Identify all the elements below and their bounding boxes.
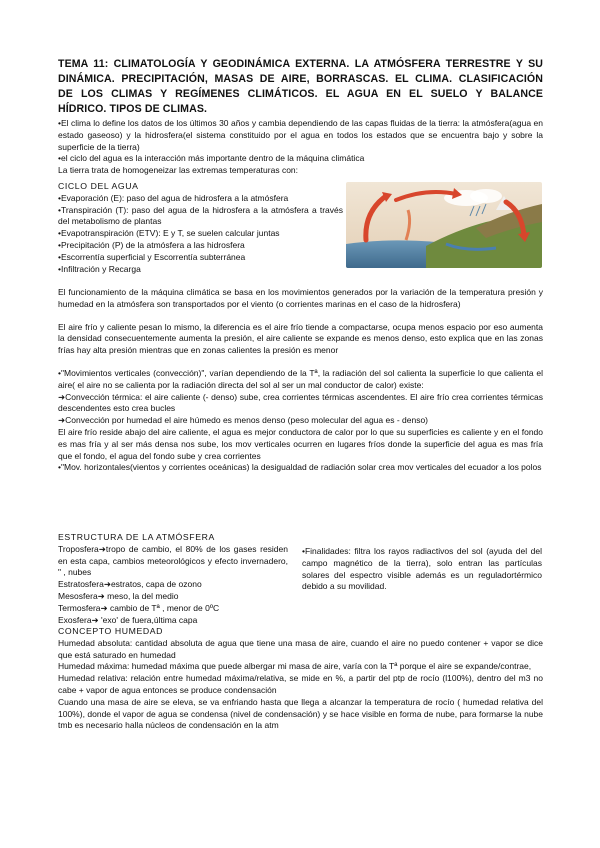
water-cycle-illustration bbox=[346, 182, 542, 268]
water-cycle-icon bbox=[346, 182, 542, 268]
paragraph: El aire frío reside abajo del aire caliente, el agua es mejor conductora de calor por lo que su superficies es caliente y en el fondo es mas fría y al ser más densa nos sube, los mov verticales ocurren en lugares fríos donde la superficie del agua es mas fría que el fondo, el agua del fondo sube y crea corrientes bbox=[58, 426, 543, 461]
list-item: •Escorrentía superficial y Escorrentía subterránea bbox=[58, 251, 246, 262]
paragraph: Cuando una masa de aire se eleva, se va enfriando hasta que llega a alcanzar la temperatura de rocío ( humedad relativa del 100%), donde el vapor de agua se condensa (nivel de condensación) y se hace visible en forma de nube, para formarse la nube tmb es necesario halla núcleos de condensación en la atm bbox=[58, 696, 543, 731]
list-item: •Evapotranspiración (ETV): E y T, se suelen calcular juntas bbox=[58, 228, 280, 239]
title-line: HÍDRICO. TIPOS DE CLIMAS. bbox=[58, 103, 208, 115]
section-heading: ESTRUCTURA DE LA ATMÓSFERA bbox=[58, 532, 215, 542]
section-heading: CICLO DEL AGUA bbox=[58, 181, 139, 191]
list-item: •Infiltración y Recarga bbox=[58, 263, 141, 274]
intro-paragraph: •el ciclo del agua es la interacción más importante dentro de la máquina climática bbox=[58, 153, 365, 164]
estructura-section bbox=[58, 532, 288, 626]
list-item: •Transpiración (T): paso del agua de la hidrosfera a la atmósfera a través del metabolismo de plantas bbox=[58, 204, 343, 227]
list-item: •Evaporación (E): paso del agua de hidrosfera a la atmósfera bbox=[58, 192, 289, 203]
paragraph: El funcionamiento de la máquina climática se basa en los movimientos generados por la variación de la temperatura presión y humedad en la atmósfera son transportados por el viento (o corrientes marinas en el caso de la hidrosfera) bbox=[58, 287, 543, 309]
humedad-section bbox=[58, 626, 543, 732]
paragraph: •Finalidades: filtra los rayos radiactivos del sol (ayuda del del campo magnético de la tierra), solo entran las partículas solares del espectro visible además es un reguladortérmico debido a su movilidad. bbox=[302, 546, 542, 592]
paragraph: El aire frío y caliente pesan lo mismo, la diferencia es el aire frío tiende a compactarse, ocupa menos espacio por eso aumenta la densidad consecuentemente aumenta la presión, el aire caliente se expande es menos denso, esto explica que en las zonas frías hay alta presión mientras que en zonas calientes la presión es menor bbox=[58, 321, 543, 356]
section-heading: CONCEPTO HUMEDAD bbox=[58, 626, 164, 636]
title-line: DE LOS CLIMAS Y REGÍMENES CLIMÁTICOS. EL AGUA EN EL SUELO Y BALANCE bbox=[58, 88, 543, 100]
paragraph: Humedad relativa: relación entre humedad máxima/relativa, se mide en %, a partir del ptp de rocío (l100%), dentro del m3 no cabe + vapor de agua entonces se produce condensación bbox=[58, 673, 543, 695]
title-line: DINÁMICA. PRECIPITACIÓN, MASAS DE AIRE, BORRASCAS. EL CLIMA. CLASIFICACIÓN bbox=[58, 73, 543, 85]
intro-paragraph: •El clima lo define los datos de los últimos 30 años y cambia dependiendo de las capas fluidas de la tierra: la atmósfera(agua en estado gaseoso) y la hidrosfera(el sistema constituido por el agua en todos los estados que se encuentra bajo y sobre la superficie de la tierra) bbox=[58, 118, 543, 152]
ciclo-section bbox=[58, 181, 343, 275]
paragraph: Humedad máxima: humedad máxima que puede albergar mi masa de aire, varía con la Tª porque el aire se expande/contrae, bbox=[58, 661, 532, 672]
document-title bbox=[58, 57, 543, 117]
layer-item: Termosfera➜ cambio de Tª , menor de 0ºC bbox=[58, 602, 220, 613]
paragraph: ➜Convección térmica: el aire caliente (- denso) sube, crea corrientes térmicas ascendentes. El aire frío crea corrientes térmicas descendentes esto crea bucles bbox=[58, 391, 543, 414]
layer-item: Exosfera➜ 'exo' de fuera,última capa bbox=[58, 614, 198, 625]
layer-item: Troposfera➜tropo de cambio, el 80% de los gases residen en esta capa, cambios meteorológicos y efecto invernadero, " , nubes bbox=[58, 543, 288, 578]
paragraph: •"Mov. horizontales(vientos y corrientes oceánicas) la desigualdad de radiación solar crea mov verticales del ecuador a los polos bbox=[58, 462, 542, 473]
dynamics-section bbox=[58, 287, 543, 474]
intro-section bbox=[58, 118, 543, 177]
paragraph: •"Movimientos verticales (convección)", varían dependiendo de la Tª, la radiación del sol calienta la superficie lo que calienta el aire( el aire no se calienta por la radiación directa del sol al ser un mal conductor de calor) existe: bbox=[58, 367, 543, 390]
title-line: TEMA 11: CLIMATOLOGÍA Y GEODINÁMICA EXTERNA. LA ATMÓSFERA TERRESTRE Y SU bbox=[58, 58, 543, 70]
layer-item: Estratosfera➜estratos, capa de ozono bbox=[58, 579, 202, 590]
paragraph: ➜Convección por humedad el aire húmedo es menos denso (peso molecular del agua es - denso) bbox=[58, 415, 429, 426]
finalidades-note bbox=[302, 546, 542, 593]
layer-item: Mesosfera➜ meso, la del medio bbox=[58, 590, 179, 601]
list-item: •Precipitación (P) de la atmósfera a las hidrosfera bbox=[58, 239, 245, 250]
paragraph: Humedad absoluta: cantidad absoluta de agua que tiene una masa de aire, cuando el aire no puedo contener + vapor se dice que está saturado en humedad bbox=[58, 637, 543, 660]
intro-paragraph: La tierra trata de homogeneizar las extremas temperaturas con: bbox=[58, 165, 299, 176]
